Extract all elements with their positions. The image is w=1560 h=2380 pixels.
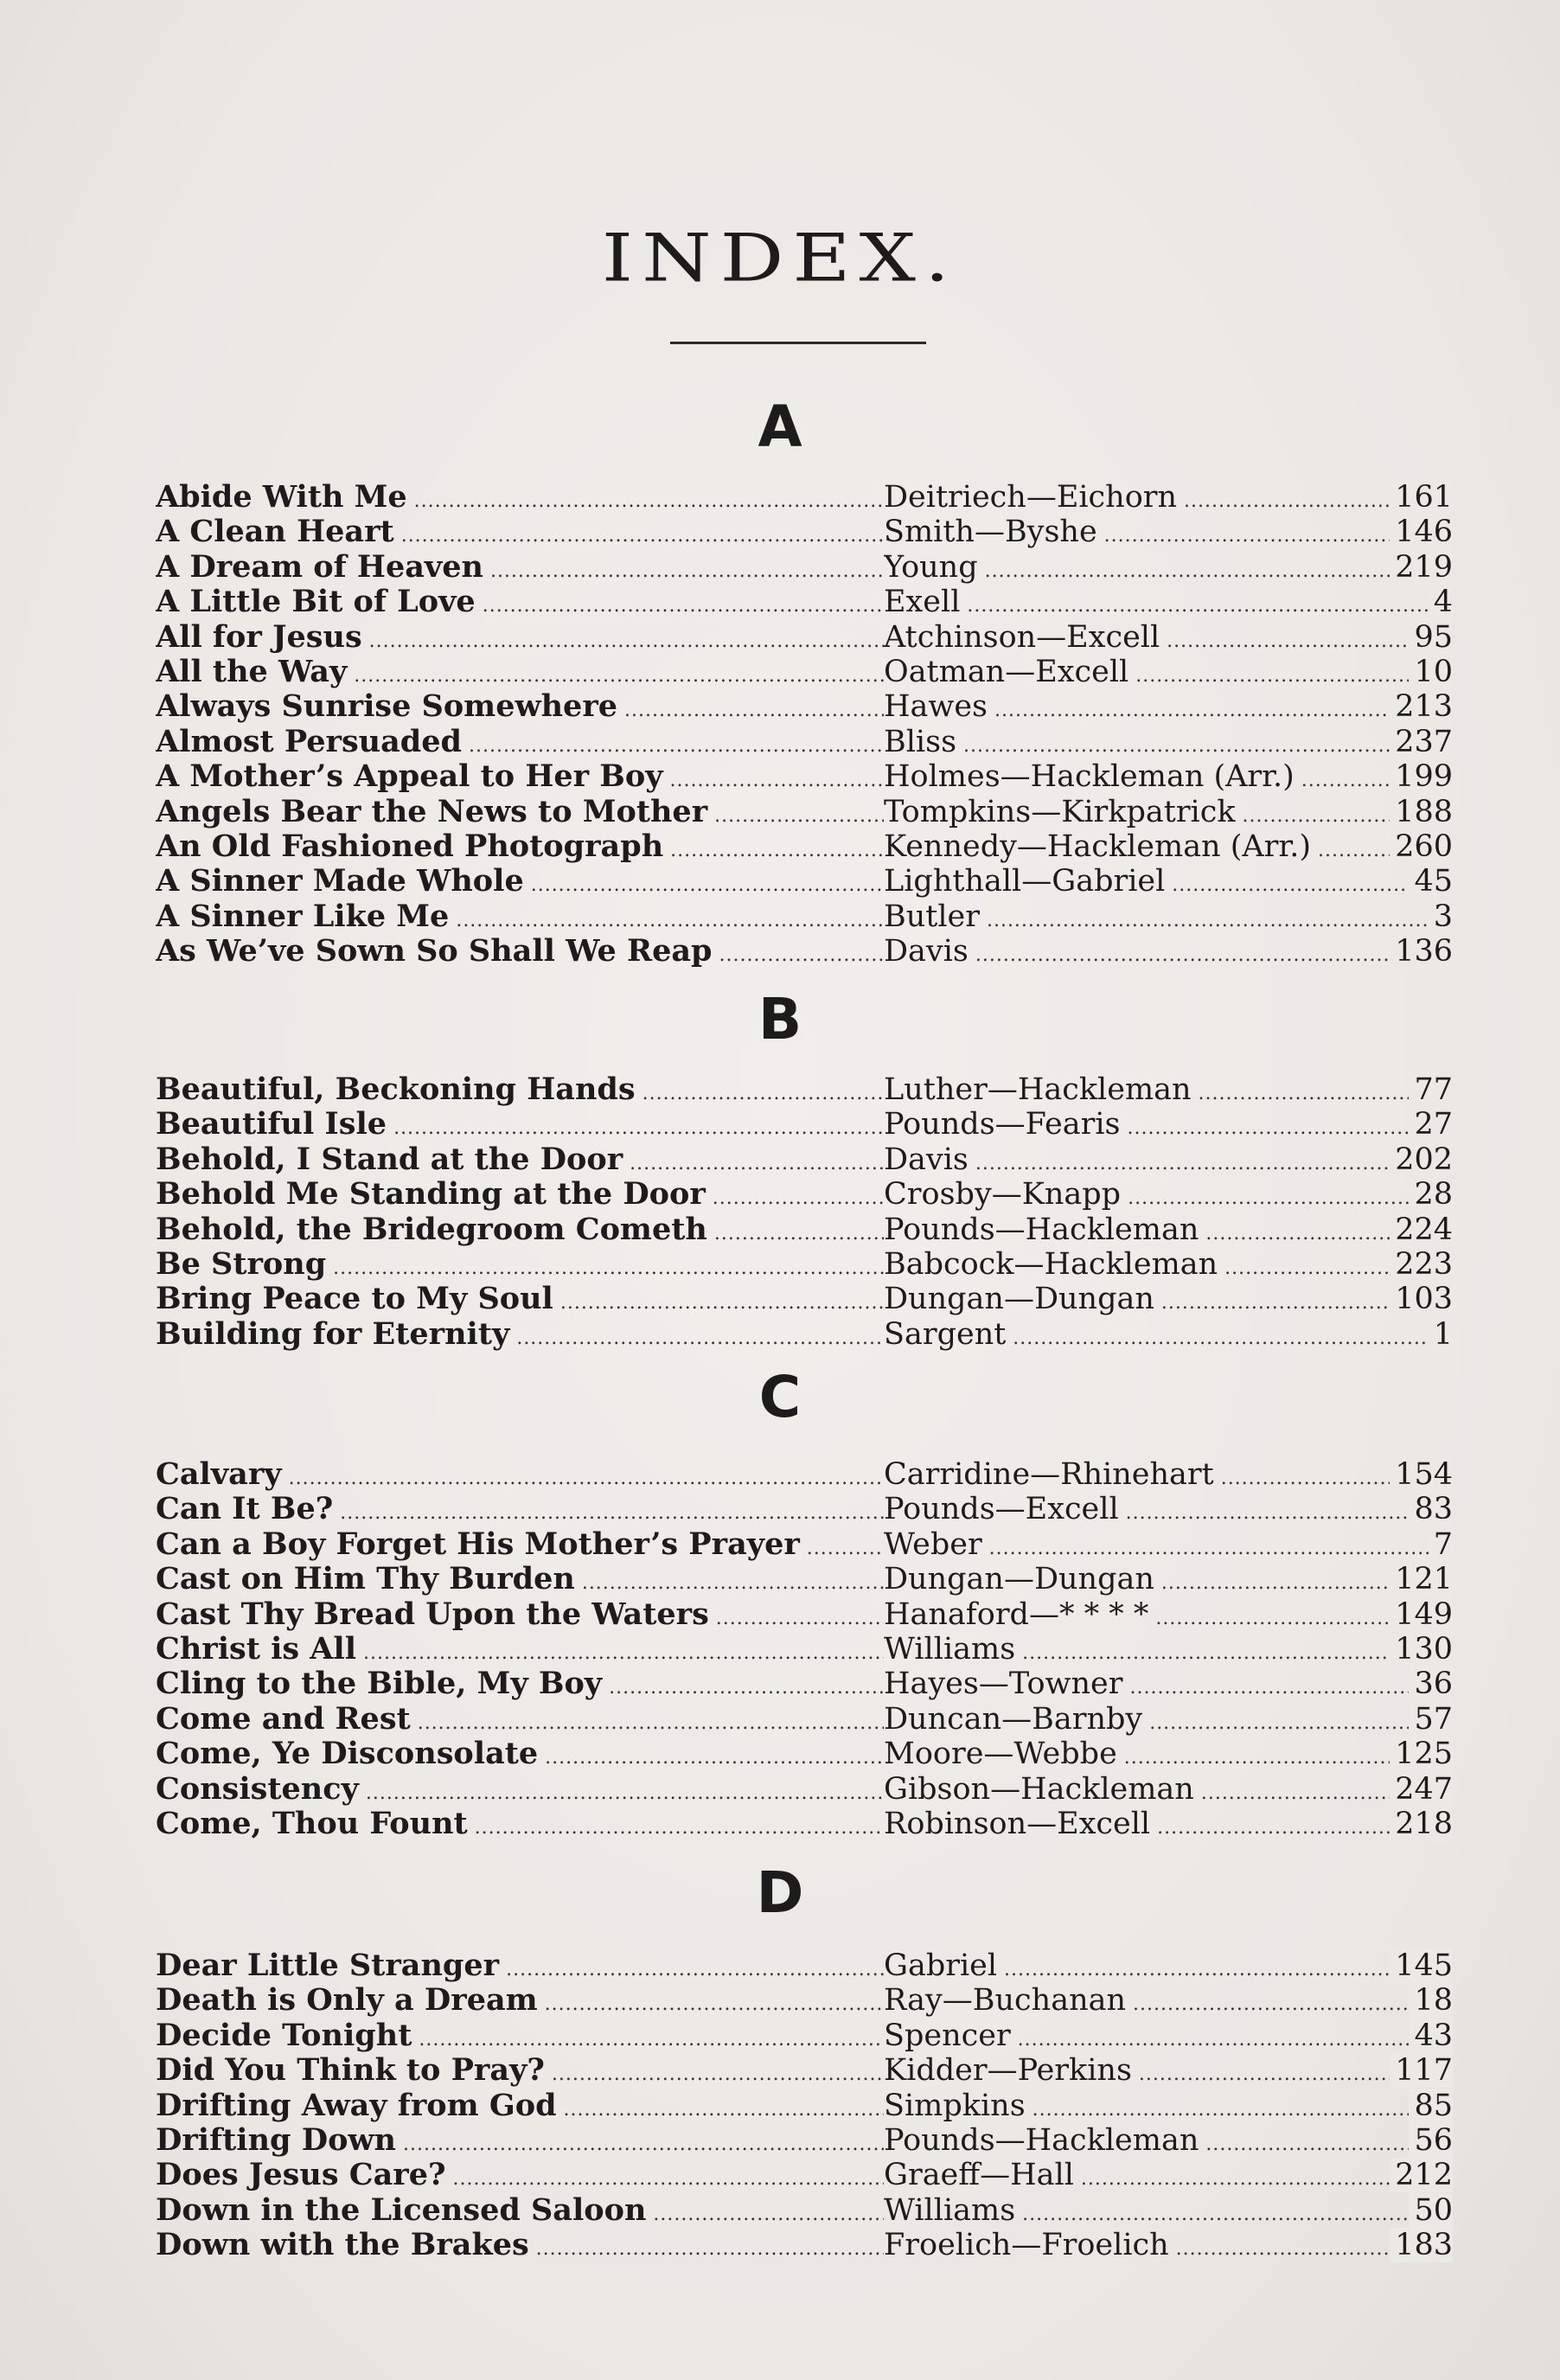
section-d <box>156 1948 1453 2263</box>
hymn-title: Behold Me Standing at the Door ..... <box>156 1177 884 1216</box>
hymn-author: Pounds—Fearis ..... <box>884 1107 1453 1146</box>
page-number: 218 <box>1390 1807 1453 1841</box>
page-number: 223 <box>1390 1247 1453 1282</box>
hymn-title: Death is Only a Dream ..... <box>156 1983 884 2022</box>
index-entry <box>156 1983 1453 2018</box>
section-letter-b: B <box>758 986 802 1052</box>
index-entry <box>156 550 1453 585</box>
hymn-author: Smith—Byshe ..... <box>884 515 1453 553</box>
hymn-title: Bring Peace to My Soul ..... <box>156 1282 884 1321</box>
hymn-title: Behold, the Bridegroom Cometh ..... <box>156 1212 884 1251</box>
index-entry <box>156 2158 1453 2192</box>
hymn-author: Pounds—Hackleman ..... <box>884 1212 1453 1251</box>
hymn-title: A Sinner Made Whole ..... <box>156 864 884 903</box>
index-entry <box>156 1527 1453 1562</box>
hymn-author: Davis ..... <box>884 1142 1453 1181</box>
index-entry <box>156 515 1453 549</box>
index-entry <box>156 864 1453 899</box>
hymn-author: Gibson—Hackleman ..... <box>884 1772 1453 1811</box>
hymn-author: Spencer ..... <box>884 2019 1453 2057</box>
page-number: 45 <box>1409 864 1453 899</box>
index-entry <box>156 2123 1453 2158</box>
hymn-author: Carridine—Rhinehart ..... <box>884 1457 1453 1496</box>
index-entry <box>156 934 1453 969</box>
index-entry <box>156 1457 1453 1492</box>
index-entry <box>156 620 1453 655</box>
hymn-title: Beautiful Isle ..... <box>156 1107 884 1146</box>
hymn-author: Pounds—Hackleman ..... <box>884 2123 1453 2162</box>
hymn-author: Robinson—Excell ..... <box>884 1807 1453 1846</box>
hymn-title: Come and Rest ..... <box>156 1702 884 1741</box>
hymn-title: Angels Bear the News to Mother ..... <box>156 795 884 834</box>
page-number: 237 <box>1390 725 1453 759</box>
index-entry <box>156 689 1453 724</box>
hymn-author: Ray—Buchanan ..... <box>884 1983 1453 2022</box>
index-entry <box>156 1492 1453 1526</box>
hymn-author: Simpkins ..... <box>884 2089 1453 2127</box>
hymn-author: Davis ..... <box>884 934 1453 973</box>
hymn-author: Dungan—Dungan ..... <box>884 1282 1453 1321</box>
section-letter-d: D <box>756 1859 804 1926</box>
page-number: 117 <box>1390 2053 1453 2088</box>
title-rule <box>670 342 926 344</box>
hymn-author: Deitriech—Eichorn ..... <box>884 480 1453 519</box>
page-number: 1 <box>1429 1317 1453 1352</box>
hymn-author: Pounds—Excell ..... <box>884 1492 1453 1531</box>
page-number: 18 <box>1409 1983 1453 2018</box>
hymn-title: An Old Fashioned Photograph ..... <box>156 829 884 868</box>
page-number: 247 <box>1390 1772 1453 1807</box>
hymn-author: Atchinson—Excell ..... <box>884 620 1453 659</box>
hymn-author: Holmes—Hackleman (Arr.) ..... <box>884 759 1453 798</box>
page-number: 83 <box>1409 1492 1453 1526</box>
section-b <box>156 1072 1453 1352</box>
index-entry <box>156 1948 1453 1983</box>
hymn-author: Hayes—Towner ..... <box>884 1667 1453 1705</box>
hymn-title: Come, Ye Disconsolate ..... <box>156 1737 884 1775</box>
hymn-author: Tompkins—Kirkpatrick ..... <box>884 795 1453 834</box>
hymn-title: Cling to the Bible, My Boy ..... <box>156 1667 884 1705</box>
index-entry <box>156 2228 1453 2262</box>
page-number: 43 <box>1409 2019 1453 2053</box>
index-entry <box>156 1562 1453 1596</box>
page-number: 146 <box>1390 515 1453 549</box>
hymn-author: Young ..... <box>884 550 1453 589</box>
page-number: 212 <box>1390 2158 1453 2192</box>
page-number: 130 <box>1390 1632 1453 1667</box>
hymn-title: Cast on Him Thy Burden ..... <box>156 1562 884 1601</box>
hymn-title: Beautiful, Beckoning Hands ..... <box>156 1072 884 1111</box>
hymn-title: A Sinner Like Me ..... <box>156 899 884 938</box>
hymn-title: Consistency ..... <box>156 1772 884 1811</box>
index-entry <box>156 585 1453 619</box>
hymn-title: Calvary ..... <box>156 1457 884 1496</box>
hymn-author: Sargent ..... <box>884 1317 1453 1356</box>
page-number: 161 <box>1390 480 1453 515</box>
index-entry <box>156 1107 1453 1142</box>
index-entry <box>156 1772 1453 1807</box>
hymn-title: Does Jesus Care? ..... <box>156 2158 884 2197</box>
hymn-title: Down with the Brakes ..... <box>156 2228 884 2267</box>
index-entry <box>156 655 1453 689</box>
hymn-title: Cast Thy Bread Upon the Waters ..... <box>156 1597 884 1636</box>
page-number: 188 <box>1390 795 1453 829</box>
hymn-author: Oatman—Excell ..... <box>884 655 1453 694</box>
section-letter-c: C <box>758 1364 802 1430</box>
hymn-author: Kennedy—Hackleman (Arr.) ..... <box>884 829 1453 868</box>
hymn-title: All the Way ..... <box>156 655 884 694</box>
page-number: 3 <box>1429 899 1453 934</box>
hymn-title: Abide With Me ..... <box>156 480 884 519</box>
index-entry <box>156 725 1453 759</box>
hymn-author: Exell ..... <box>884 585 1453 624</box>
index-entry <box>156 2053 1453 2088</box>
hymn-author: Babcock—Hackleman ..... <box>884 1247 1453 1286</box>
hymn-author: Hanaford—* * * * ..... <box>884 1597 1453 1636</box>
index-entry <box>156 2089 1453 2123</box>
page-number: 260 <box>1390 829 1453 864</box>
hymn-title: Can a Boy Forget His Mother’s Prayer ..... <box>156 1527 884 1566</box>
hymn-author: Lighthall—Gabriel ..... <box>884 864 1453 903</box>
hymn-title: Can It Be? ..... <box>156 1492 884 1531</box>
hymn-author: Williams ..... <box>884 1632 1453 1671</box>
hymn-title: A Dream of Heaven ..... <box>156 550 884 589</box>
index-entry <box>156 1317 1453 1352</box>
index-entry <box>156 1247 1453 1282</box>
section-letter-a: A <box>758 393 802 460</box>
page-number: 199 <box>1390 759 1453 794</box>
page-number: 85 <box>1409 2089 1453 2123</box>
index-entry <box>156 1632 1453 1667</box>
page-number: 219 <box>1390 550 1453 585</box>
page-number: 57 <box>1409 1702 1453 1737</box>
hymn-title: Christ is All ..... <box>156 1632 884 1671</box>
index-entry <box>156 795 1453 829</box>
hymn-title: Decide Tonight ..... <box>156 2019 884 2057</box>
index-entry <box>156 899 1453 934</box>
index-entry <box>156 2193 1453 2228</box>
section-a <box>156 480 1453 969</box>
hymn-title: Building for Eternity ..... <box>156 1317 884 1356</box>
index-entry <box>156 1737 1453 1771</box>
page-number: 7 <box>1429 1527 1453 1562</box>
index-entry <box>156 1667 1453 1701</box>
index-entry <box>156 1142 1453 1177</box>
page-number: 10 <box>1409 655 1453 689</box>
index-entry <box>156 1072 1453 1107</box>
section-c <box>156 1457 1453 1841</box>
hymn-title: Almost Persuaded ..... <box>156 725 884 764</box>
hymn-author: Graeff—Hall ..... <box>884 2158 1453 2197</box>
page-number: 121 <box>1390 1562 1453 1596</box>
hymn-author: Gabriel ..... <box>884 1948 1453 1987</box>
hymn-title: Behold, I Stand at the Door ..... <box>156 1142 884 1181</box>
page-number: 149 <box>1390 1597 1453 1632</box>
hymn-title: Come, Thou Fount ..... <box>156 1807 884 1846</box>
index-entry <box>156 1212 1453 1247</box>
page-number: 154 <box>1390 1457 1453 1492</box>
page-number: 56 <box>1409 2123 1453 2158</box>
hymn-author: Hawes ..... <box>884 689 1453 728</box>
hymn-title: A Mother’s Appeal to Her Boy ..... <box>156 759 884 798</box>
hymn-author: Crosby—Knapp ..... <box>884 1177 1453 1216</box>
hymn-title: A Clean Heart ..... <box>156 515 884 553</box>
hymn-title: Always Sunrise Somewhere ..... <box>156 689 884 728</box>
page-title: INDEX. <box>601 220 959 297</box>
index-entry <box>156 1177 1453 1212</box>
index-entry <box>156 1282 1453 1316</box>
page-number: 4 <box>1429 585 1453 619</box>
hymn-author: Kidder—Perkins ..... <box>884 2053 1453 2092</box>
index-entry <box>156 1807 1453 1841</box>
hymn-author: Dungan—Dungan ..... <box>884 1562 1453 1601</box>
hymn-author: Butler ..... <box>884 899 1453 938</box>
page-number: 95 <box>1409 620 1453 655</box>
page-number: 183 <box>1390 2228 1453 2262</box>
index-entry <box>156 829 1453 864</box>
page-number: 36 <box>1409 1667 1453 1701</box>
page-number: 202 <box>1390 1142 1453 1177</box>
page-number: 213 <box>1390 689 1453 724</box>
index-entry <box>156 1597 1453 1632</box>
hymn-author: Froelich—Froelich ..... <box>884 2228 1453 2267</box>
hymn-title: Drifting Away from God ..... <box>156 2089 884 2127</box>
hymn-title: A Little Bit of Love ..... <box>156 585 884 624</box>
hymn-author: Weber ..... <box>884 1527 1453 1566</box>
page-number: 28 <box>1409 1177 1453 1212</box>
hymn-title: Did You Think to Pray? ..... <box>156 2053 884 2092</box>
index-entry <box>156 2019 1453 2053</box>
hymn-title: Drifting Down ..... <box>156 2123 884 2162</box>
hymn-title: Down in the Licensed Saloon ..... <box>156 2193 884 2232</box>
hymn-author: Williams ..... <box>884 2193 1453 2232</box>
page-number: 77 <box>1409 1072 1453 1107</box>
hymn-author: Luther—Hackleman ..... <box>884 1072 1453 1111</box>
hymn-author: Duncan—Barnby ..... <box>884 1702 1453 1741</box>
page-number: 136 <box>1390 934 1453 969</box>
hymn-title: As We’ve Sown So Shall We Reap ..... <box>156 934 884 973</box>
page-number: 224 <box>1390 1212 1453 1247</box>
index-entry <box>156 1702 1453 1737</box>
page-number: 27 <box>1409 1107 1453 1142</box>
hymn-title: All for Jesus ..... <box>156 620 884 659</box>
hymn-title: Dear Little Stranger ..... <box>156 1948 884 1987</box>
hymn-title: Be Strong ..... <box>156 1247 884 1286</box>
hymn-author: Bliss ..... <box>884 725 1453 764</box>
page-number: 103 <box>1390 1282 1453 1316</box>
index-entry <box>156 759 1453 794</box>
page-number: 50 <box>1409 2193 1453 2228</box>
hymn-author: Moore—Webbe ..... <box>884 1737 1453 1775</box>
index-entry <box>156 480 1453 515</box>
page-number: 125 <box>1390 1737 1453 1771</box>
page-number: 145 <box>1390 1948 1453 1983</box>
